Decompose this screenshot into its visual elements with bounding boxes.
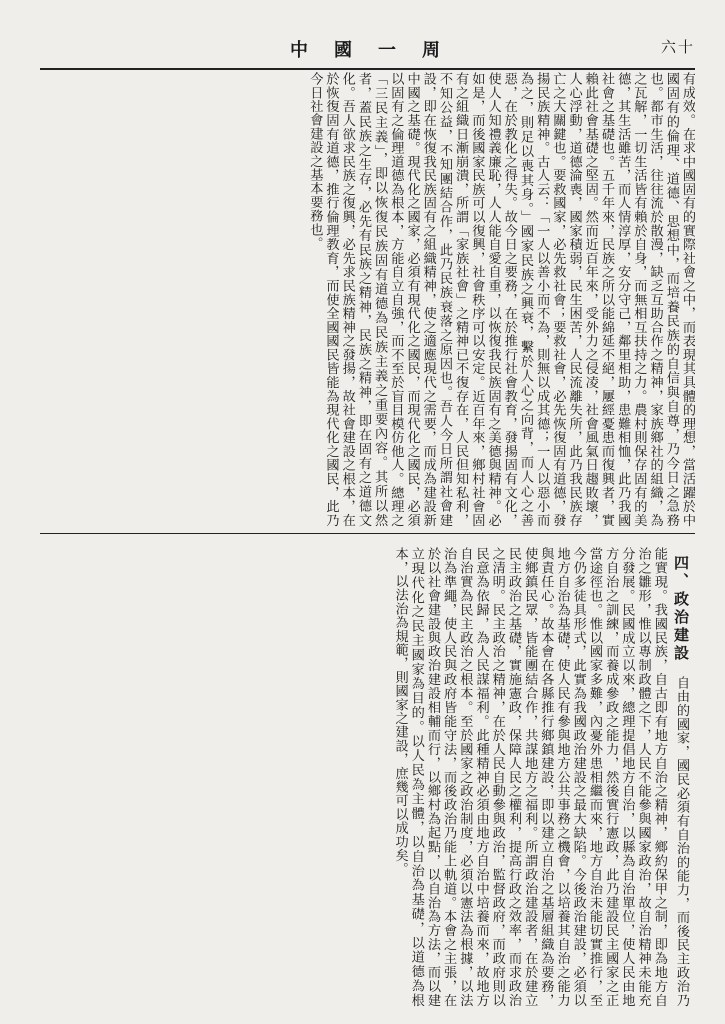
page-number: 六十 [660, 38, 695, 56]
article-top-section [40, 72, 695, 527]
top-section-text: 有成效。在求中國固有的實際社會之中，而表現其具體的理想，當活躍於中國固有的倫理、道德、思想中，而培養民族的自信與自尊，乃今日之急務也。都市生活，往往流於散漫，缺乏互助合作之精神，家族鄉社的組織，為之瓦解，一切生活皆有賴於自身，而無相互扶持之力。農村則保存固有的美德，其生活雖苦，而人情淳厚，安分守己，鄰里相助，患難相恤，此乃我國社會之基礎也。五千年來，民族之所以能綿延不絕，屢經憂患而復興者，實賴此社會基礎之堅固。然而近百年來，受外力之侵凌，社會風氣日趨敗壞，人心浮動，道德淪喪，國家積弱，民生困苦，人民流離失所，此乃我民族存亡之大關鍵也。要救國家，必先救社會；要救社會，必先恢復固有道德，發揚民族精神。古人云：「一人以善小而不為，則無以成其德；一人以惡小而為之，則足以喪其身。」國家民族之興衰，繫於人心之向背，而人心之善惡，在於教化之得失。故今日之要務，在於推行社會教育，發揚固有文化，使人人知禮義廉恥，人人能自愛自重，以恢復我民族固有之美德與精神。必如是，而後國家民族可以復興，社會秩序可以安定。近百年來，鄉村社會固有之組織日漸崩潰，所謂「家族社會」之精神已不復存在，人民但知私利，不知公益，不知團結合作，此乃民族衰落之原因也。吾人今日所謂社會建設，即在恢復我民族固有之組織精神，使之適應現代之需要，而成為建設新中國之基礎。現代化之國家，必須有現代化之國民，而現代化之國民，必須以固有之倫理道德為根本，方能自立自強，而不至於盲目模仿他人。總理之「三民主義」，即以恢復民族固有道德為民族主義之重要內容。其所以然者，蓋民族之生存，必先有民族之精神，民族之精神，即在固有之道德文化。吾人欲求民族之復興，必先求民族精神之發揚，故社會建設之根本，在於恢復固有道德，推行倫理教育，而使全國國民皆能為現代化之國民，此乃今日社會建設之基本要務也。 [307, 72, 695, 527]
section-divider [40, 533, 695, 534]
page-header [40, 30, 695, 70]
article-bottom-section [40, 547, 695, 1007]
publication-title: 中國一周 [290, 40, 466, 61]
section-heading: 四、政治建設 [672, 555, 690, 663]
bottom-section-text: 自由的國家，國民必須有自治的能力，而後民主政治乃能實現。我國民族，自古即有地方自治之精神，鄉約保甲之制，即為地方自治之雛形，惟以專制政體之下，人民不能參與國家政治，故自治精神未能充分發展。民國成立以來，總理提倡地方自治，以縣為自治單位，使人民由地方自治之訓練，而養成參政之能力，然後實行憲政，此乃建設民主國家之正當途徑也。惟以國家多難，內憂外患相繼而來，地方自治未能切實推行，至今仍多徒具形式，此實為我國政治建設之最大缺陷。今後政治建設，必須以地方自治為基礎，使人民有參與地方公共事務之機會，以培養其自治之能力與責任心。故本會在各縣推行鄉鎮建設，即以建立自治之基層組織為要務，使鄉鎮民眾，皆能團結合作，共謀地方之福利。所謂政治建設者，在於建立民主政治之基礎，實施憲政，保障人民之權利，提高行政之效率，而求政治之清明。民主政治之精神，在於人民自動參與政治，監督政府，而政府則以民意為依歸，為人民謀福利。此種精神必須由地方自治中培養而來，故地方自治實為民主政治之根本。至於國家之政治制度，必須以憲法為根據，以法治為準繩，使人民與政府皆能守法，而後政治乃能上軌道。本會之主張，在於以社會建設與政治建設相輔而行，以鄉村為起點，以自治為方法，而以建立現代化之民主國家為目的。以人民為主體，以自治為基礎，以道德為根本，以法治為規範，則國家之建設，庶幾可以成功矣。 [392, 547, 689, 1007]
